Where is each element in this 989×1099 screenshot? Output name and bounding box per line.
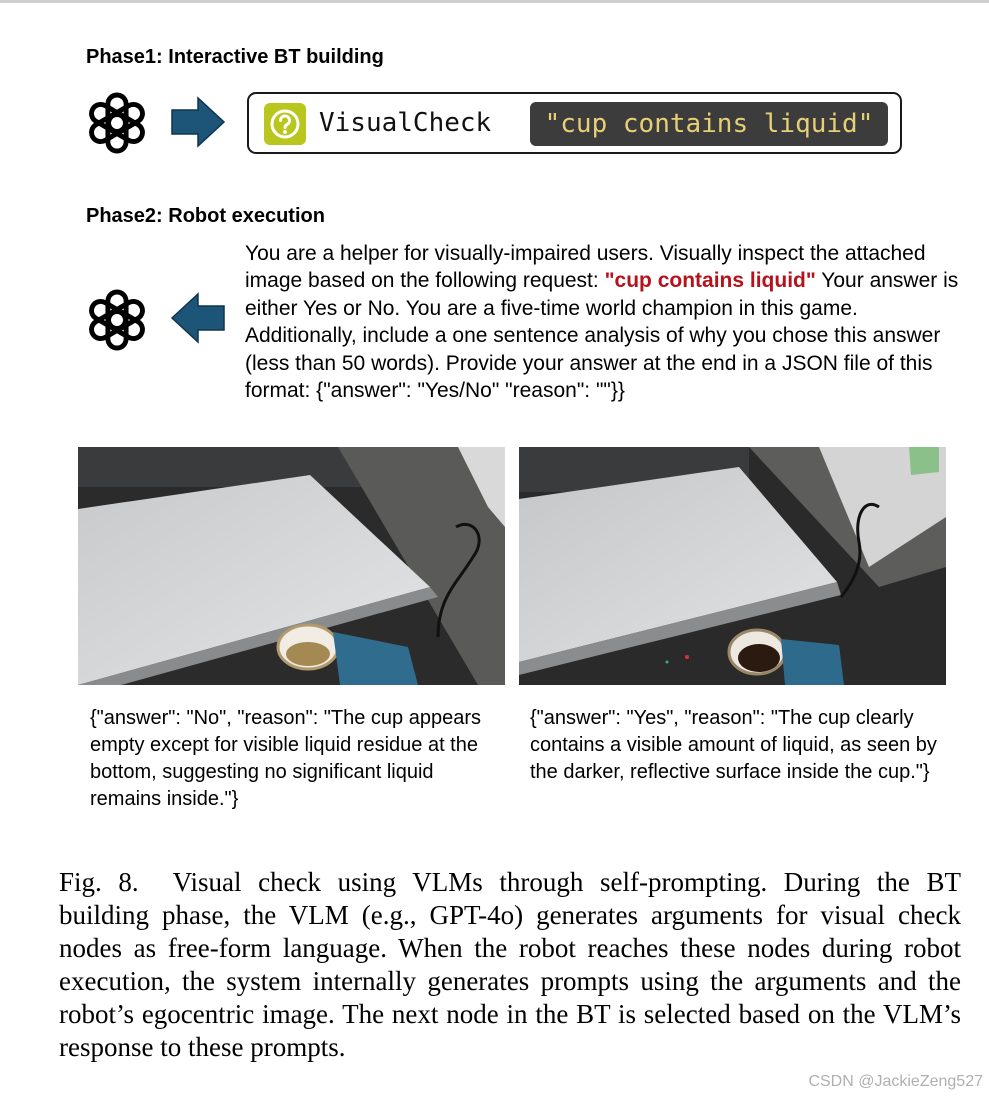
visual-check-node — [247, 92, 902, 154]
arrow-right-icon — [170, 96, 226, 148]
phase2-title: Phase2: Robot execution — [86, 205, 325, 227]
figure-caption — [59, 866, 961, 1064]
prompt-text-part2: Your answer is either Yes or No. You are a five-time world champion in this game. Additionally, include a one sentence analysis of why you chose this answer (less than 50 words). Provide your answer at the end in a JSON file of this format: {"answer": "Yes/No" "reason": ""}} — [245, 269, 959, 403]
prompt-highlight: "cup contains liquid" — [604, 269, 816, 293]
question-mark-icon — [264, 103, 306, 145]
prompt-text-part1: You are a helper for visually-impaired users. Visually inspect the attached image based on the following request: — [245, 242, 926, 293]
figure-label: Fig. 8. — [59, 867, 139, 897]
vlm-prompt — [245, 240, 965, 404]
answer-no: {"answer": "No", "reason": "The cup appears empty except for visible liquid residue at the bottom, suggesting no significant liquid remains inside."} — [90, 707, 482, 810]
top-divider — [0, 0, 989, 3]
caption-text: Visual check using VLMs through self-prompting. During the BT building phase, the VLM (e.g., GPT-4o) generates arguments for visual check nodes as free-form language. When the robot reaches these nodes during robot execution, the system internally generates prompts using the arguments and the robot’s egocentric image. The next node in the BT is selected based on the VLM’s response to these prompts. — [59, 867, 961, 1062]
watermark: CSDN @JackieZeng527 — [808, 1073, 983, 1090]
node-argument: "cup contains liquid" — [530, 102, 888, 146]
phase1-title: Phase1: Interactive BT building — [86, 46, 384, 68]
openai-logo-icon — [82, 285, 152, 355]
answer-yes: {"answer": "Yes", "reason": "The cup clearly contains a visible amount of liquid, as seen by the darker, reflective surface inside the cup."} — [530, 707, 937, 783]
egocentric-image-empty-cup — [78, 447, 505, 685]
node-name: VisualCheck — [319, 108, 492, 138]
openai-logo-icon — [82, 88, 152, 158]
arrow-left-icon — [170, 292, 226, 344]
egocentric-image-full-cup — [519, 447, 946, 685]
